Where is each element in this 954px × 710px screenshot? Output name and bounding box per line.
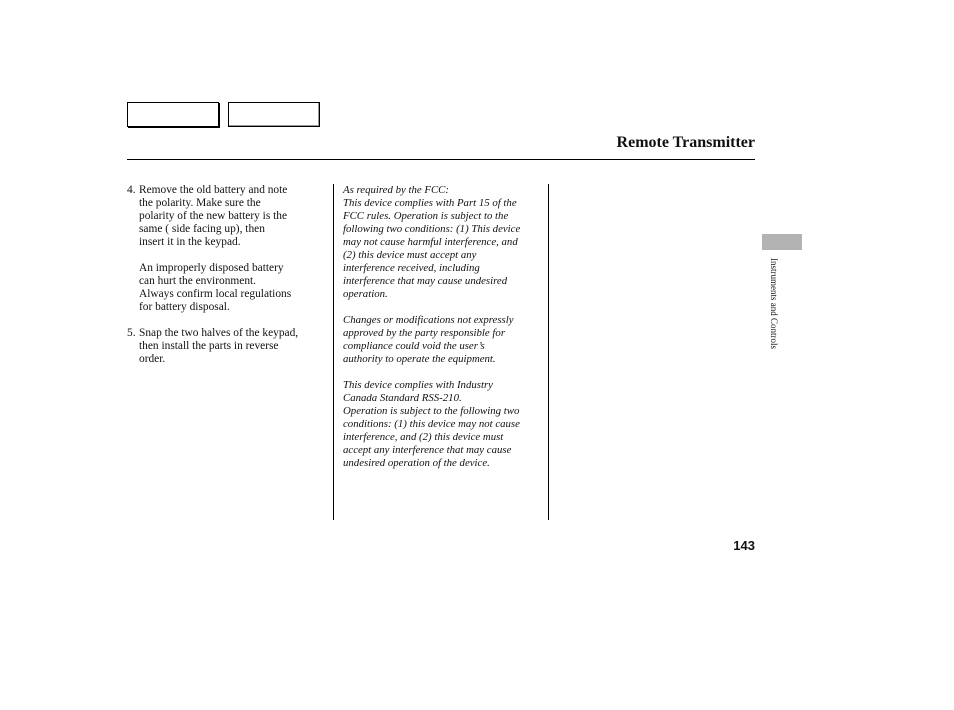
fcc-compliance-note: As required by the FCC: This device complies with Part 15 of the FCC rules. Operation is subject to the following two conditions: (1) This device may not cause harmful interference, and (2) this device must accept any interference received, including interference that may cause undesired operation. [343,184,521,300]
battery-disposal-note: An improperly disposed battery can hurt the environment. Always confirm local regulations for battery disposal. [139,262,292,313]
page-number: 143 [733,538,755,553]
main-menu-button[interactable] [127,102,219,127]
modification-warning: Changes or modifications not expressly approved by the party responsible for compliance could void the user’s authority to operate the equipment. [343,314,514,365]
step-number: 4. [127,184,136,196]
step-4 [127,184,327,249]
step-5 [127,327,327,366]
industry-canada-note: This device complies with Industry Canada Standard RSS-210. Operation is subject to the following two conditions: (1) this device may not cause interference, and (2) this device must accept any interference that may cause undesired operation of the device. [343,379,520,469]
section-tab[interactable] [762,234,802,250]
table-of-contents-button[interactable] [228,102,320,127]
column-divider-left [333,184,334,520]
step-number: 5. [127,327,136,339]
column-divider-right [548,184,549,520]
page-title: Remote Transmitter [616,134,755,151]
step-text: Snap the two halves of the keypad, then install the parts in reverse order. [139,327,299,365]
title-rule [127,159,755,160]
instructions-column [127,184,327,366]
fcc-notes-column [343,184,543,483]
section-label: Instruments and Controls [769,258,779,349]
step-text: Remove the old battery and note the polarity. Make sure the polarity of the new battery is the same ( side facing up), then insert it in the keypad. [139,184,288,248]
